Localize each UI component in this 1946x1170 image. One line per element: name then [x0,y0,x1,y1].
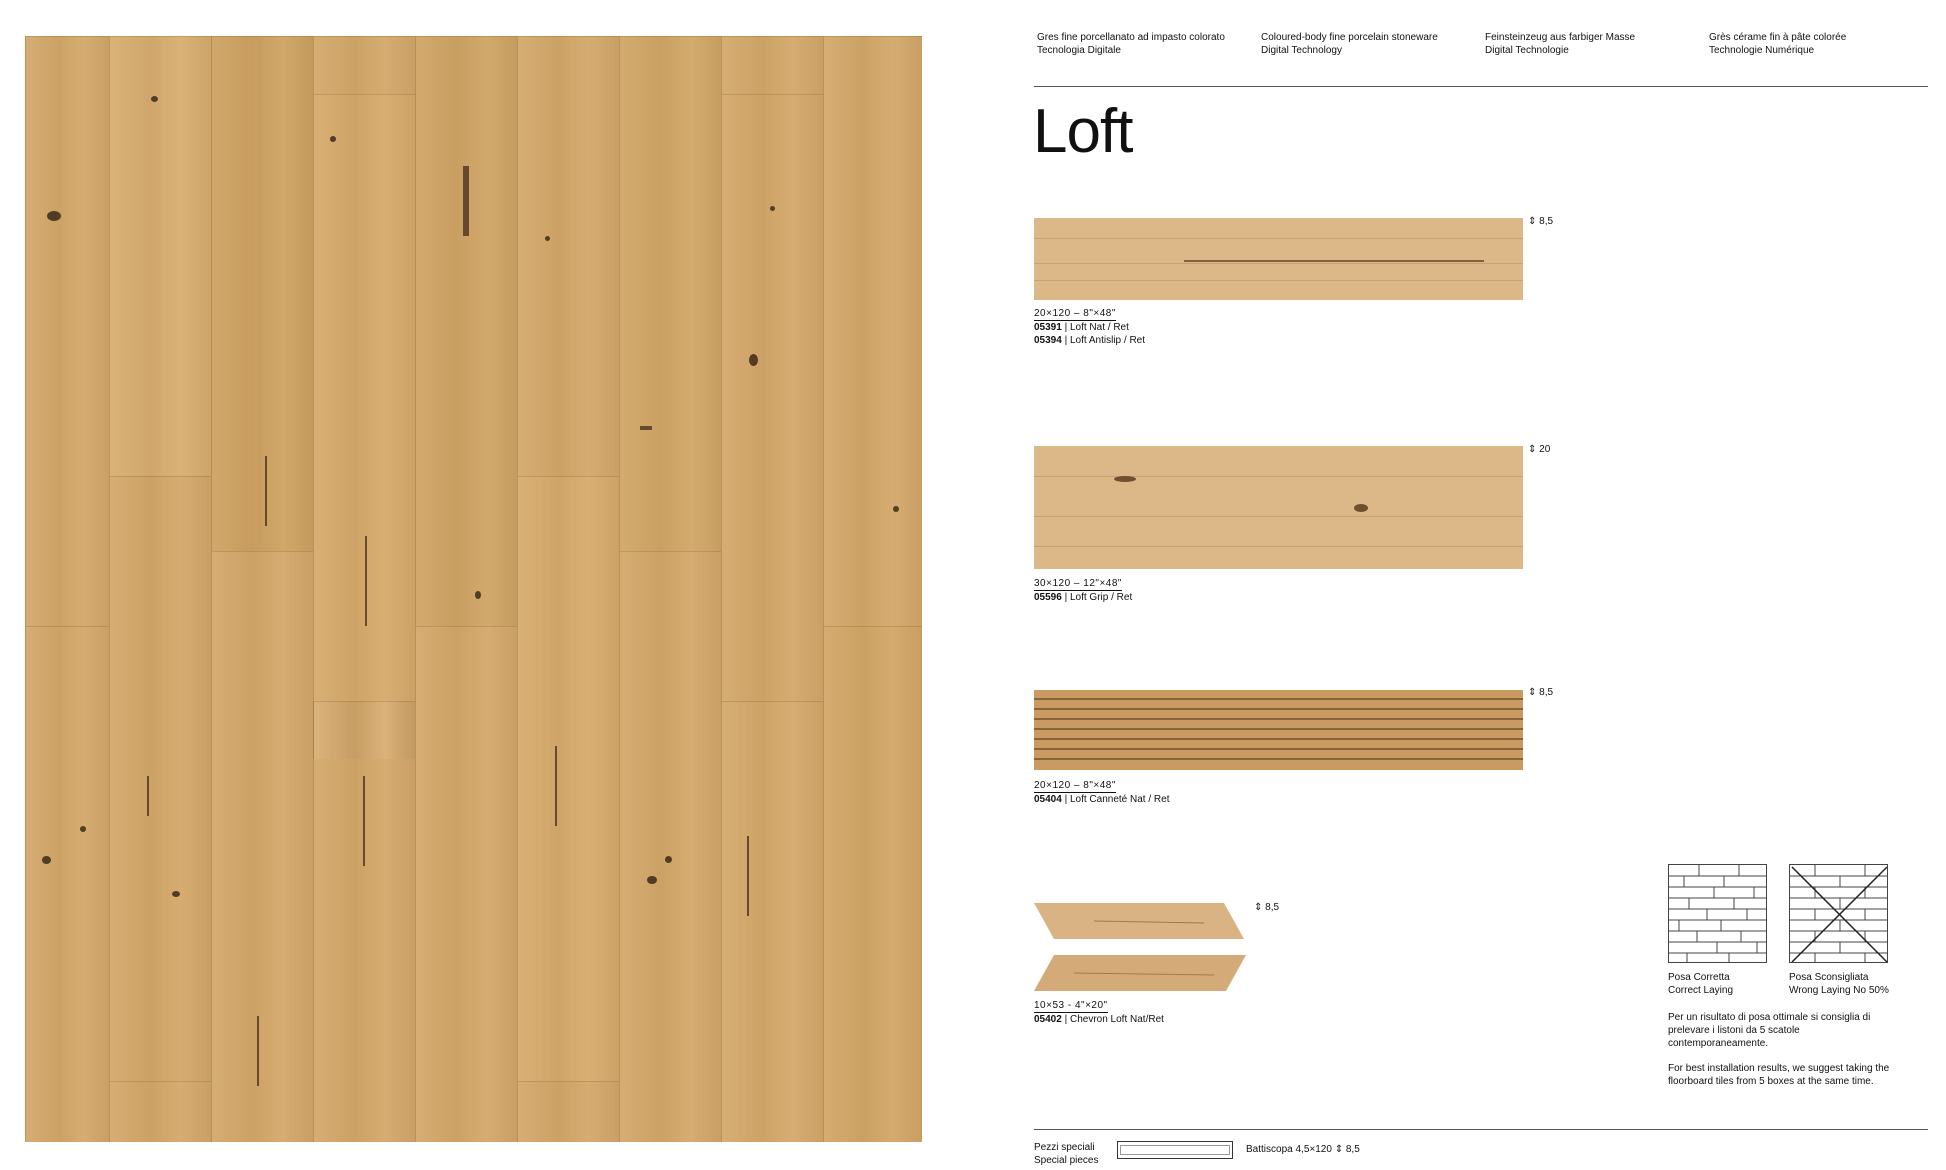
header-col-french [1709,31,1846,57]
header-line: Digital Technologie [1485,45,1569,56]
thickness-label: ⇕ 20 [1528,444,1551,455]
wood-knot [42,856,51,864]
wood-knot [330,136,336,142]
plank [313,701,415,1142]
laying-note-italian: Per un risultato di posa ottimale si consiglia di prelevare i listoni da 5 scatole contemporaneamente. [1668,1012,1871,1049]
tile-swatch-loft-cannete [1034,690,1523,770]
wood-knot [475,591,481,599]
thickness-icon: ⇕ [1254,902,1263,913]
plank [721,94,823,759]
plank [517,1081,619,1142]
wood-crack [257,1016,259,1086]
header-line: Digital Technology [1261,45,1342,56]
plank [619,36,721,551]
product-code-row: 05391 | Loft Nat / Ret [1034,322,1129,333]
wood-crack [365,536,367,626]
page-title: Loft [1033,97,1133,166]
tile-swatch-loft-grip [1034,446,1523,569]
header-col-italian [1037,31,1225,57]
header-line: Tecnologia Digitale [1037,45,1121,56]
plank [823,36,922,626]
wood-knot [770,206,775,211]
plank [109,476,211,1081]
wood-knot [665,856,672,863]
correct-laying-diagram [1668,864,1767,963]
plank [517,36,619,476]
plank [721,701,823,1142]
header-line: Gres fine porcellanato ad impasto colorato [1037,32,1225,43]
wood-crack [147,776,149,816]
wood-knot [545,236,550,241]
wood-floor-image [25,36,922,1142]
correct-laying-label: Posa Corretta Correct Laying [1668,972,1734,996]
skirting-diagram [1117,1141,1233,1159]
wrong-laying-diagram [1789,864,1888,963]
header-line: Feinsteinzeug aus farbiger Masse [1485,32,1636,43]
product-codes [1034,793,1169,806]
chevron-tiles-swatch [1034,903,1248,993]
plank [823,626,922,1142]
size-label: 20×120 – 8"×48" [1034,780,1116,791]
wood-knot [749,354,758,366]
plank [721,36,823,94]
wood-crack [640,426,652,430]
size-label: 10×53 - 4"×20" [1034,1000,1108,1011]
chevron-tile [1034,955,1246,991]
special-pieces-label: Pezzi speciali Special pieces [1034,1142,1099,1166]
header-line: Coloured-body fine porcelain stoneware [1261,32,1438,43]
plank [211,551,313,1142]
thickness-label: ⇕ 8,5 [1528,687,1554,698]
tile-swatch-loft-nat [1034,218,1523,300]
thickness-label: ⇕ 8,5 [1254,902,1280,913]
product-codes [1034,321,1145,347]
plank [25,36,109,626]
wood-knot [80,826,86,832]
plank [415,36,517,626]
header-col-german [1485,31,1635,57]
header-col-english [1261,31,1438,57]
header-line: Grès cérame fin à pâte colorée [1709,32,1847,43]
product-codes [1034,1013,1164,1026]
thickness-icon: ⇕ [1334,1144,1344,1155]
product-code-row: 05394 | Loft Antislip / Ret [1034,335,1146,346]
product-code-row: 05596 | Loft Grip / Ret [1034,592,1133,603]
wood-knot [151,96,158,102]
thickness-icon: ⇕ [1528,216,1537,227]
wood-crack [555,746,557,826]
wood-knot [172,891,180,897]
size-label: 20×120 – 8"×48" [1034,308,1116,319]
wood-knot [47,211,61,221]
wood-knot [893,506,899,512]
footer-divider [1034,1129,1928,1130]
plank [415,626,517,1142]
plank [109,36,211,476]
thickness-icon: ⇕ [1528,444,1537,455]
plank [211,36,313,551]
plank [313,94,415,759]
wood-crack [463,166,469,236]
product-code-row: 05404 | Loft Canneté Nat / Ret [1034,794,1170,805]
wood-crack [265,456,267,526]
product-codes [1034,591,1132,604]
chevron-tile [1034,903,1244,939]
plank [517,476,619,1081]
header-line: Technologie Numérique [1709,45,1815,56]
thickness-icon: ⇕ [1528,687,1537,698]
plank [313,36,415,94]
product-code-row: 05402 | Chevron Loft Nat/Ret [1034,1014,1164,1025]
plank [109,1081,211,1142]
thickness-label: ⇕ 8,5 [1528,216,1554,227]
wood-crack [747,836,749,916]
plank [25,626,109,1142]
header-divider [1034,86,1928,87]
plank [619,551,721,1142]
size-label: 30×120 – 12"×48" [1034,578,1122,589]
wood-crack [363,776,365,866]
skirting-item: Battiscopa 4,5×120 ⇕ 8,5 [1246,1144,1360,1155]
wood-knot [647,876,657,884]
wrong-laying-label: Posa Sconsigliata Wrong Laying No 50% [1789,972,1889,996]
laying-note-english: For best installation results, we suggest taking the floorboard tiles from 5 boxes at the same time. [1668,1063,1890,1087]
